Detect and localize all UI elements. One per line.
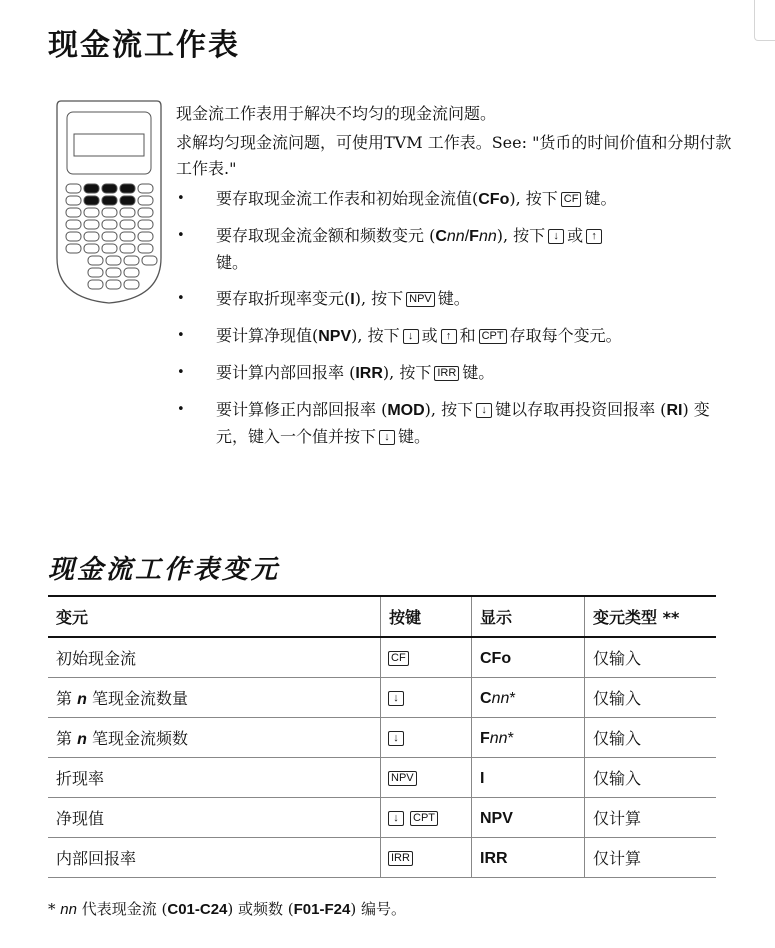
key-icon: NPV (388, 771, 417, 786)
npv-key-icon: NPV (406, 292, 435, 307)
display-cell: IRR (472, 838, 585, 878)
variable-cell: 第 n 笔现金流数量 (48, 678, 381, 718)
variables-table (48, 595, 716, 878)
calculator-key (84, 196, 99, 205)
section-title: 现金流工作表变元 (48, 555, 281, 585)
calculator-key (102, 220, 117, 229)
list-item: • 要存取折现率变元(I), 按下 NPV 键。 (176, 286, 736, 313)
calculator-key (66, 220, 81, 229)
calculator-key (102, 244, 117, 253)
type-cell: 仅输入 (585, 758, 717, 798)
type-cell: 仅计算 (585, 838, 717, 878)
cf-key-icon: CF (561, 192, 582, 207)
up-arrow-key-icon: ↑ (586, 229, 602, 244)
footnote: * nn 代表现金流 (C01-C24) 或频数 (F01-F24) 编号。 (48, 900, 406, 918)
calculator-key (102, 196, 117, 205)
calculator-key (88, 256, 103, 265)
keys-cell (381, 637, 472, 678)
list-item: • 要存取现金流工作表和初始现金流值(CFo), 按下 CF 键。 (176, 186, 736, 213)
calculator-key (66, 244, 81, 253)
calculator-key (124, 256, 139, 265)
calculator-key (66, 184, 81, 193)
keys-cell (381, 838, 472, 878)
column-header: 显示 (472, 596, 585, 637)
down-arrow-key-icon: ↓ (403, 329, 419, 344)
up-arrow-key-icon: ↑ (441, 329, 457, 344)
calculator-key (66, 208, 81, 217)
down-arrow-key-icon: ↓ (548, 229, 564, 244)
intro-paragraph-1: 现金流工作表用于解决不均匀的现金流问题。 (176, 104, 497, 123)
calculator-key (106, 256, 121, 265)
variable-cell: 净现值 (48, 798, 381, 838)
key-icon: ↓ (388, 691, 404, 706)
page-title: 现金流工作表 (48, 28, 240, 63)
calculator-key (84, 184, 99, 193)
table-row (48, 678, 716, 718)
instructions-list (176, 186, 736, 450)
type-cell: 仅输入 (585, 678, 717, 718)
list-item: • 要存取现金流金额和频数变元 (Cnn/Fnn), 按下 ↓ 或 ↑ 键。 (176, 223, 736, 276)
calculator-key (124, 268, 139, 277)
calculator-key (102, 232, 117, 241)
calculator-key (102, 184, 117, 193)
list-item: • 要计算内部回报率 (IRR), 按下 IRR 键。 (176, 360, 736, 387)
calculator-key (120, 184, 135, 193)
column-header: 变元 (48, 596, 381, 637)
calculator-key (120, 208, 135, 217)
display-cell: Fnn* (472, 718, 585, 758)
column-header: 按键 (381, 596, 472, 637)
calculator-key (106, 280, 121, 289)
table-row (48, 838, 716, 878)
table-body (48, 637, 716, 878)
calculator-key (84, 244, 99, 253)
calculator-key (138, 196, 153, 205)
list-item: • 要计算修正内部回报率 (MOD), 按下 ↓ 键以存取再投资回报率 (RI) 变元，键入一个值并按下 ↓ 键。 (176, 397, 736, 450)
down-arrow-key-icon: ↓ (476, 403, 492, 418)
keys-cell (381, 758, 472, 798)
variable-cell: 折现率 (48, 758, 381, 798)
calculator-key (102, 208, 117, 217)
calculator-key (84, 220, 99, 229)
calculator-key (84, 232, 99, 241)
calculator-key (142, 256, 157, 265)
table-row (48, 637, 716, 678)
variable-cell: 内部回报率 (48, 838, 381, 878)
calculator-key (124, 280, 139, 289)
calculator-key (138, 244, 153, 253)
calculator-key (66, 196, 81, 205)
variable-cell: 初始现金流 (48, 637, 381, 678)
key-icon: ↓ (388, 731, 404, 746)
calculator-key (120, 232, 135, 241)
display-cell: I (472, 758, 585, 798)
column-header: 变元类型 ** (585, 596, 717, 637)
keys-cell (381, 718, 472, 758)
calculator-key (88, 280, 103, 289)
calculator-key (138, 220, 153, 229)
variable-cell: 第 n 笔现金流频数 (48, 718, 381, 758)
calculator-key (120, 244, 135, 253)
intro-section (176, 101, 736, 460)
key-icon: CF (388, 651, 409, 666)
calculator-key (138, 208, 153, 217)
cpt-key-icon: CPT (479, 329, 507, 344)
calculator-key (106, 268, 121, 277)
intro-paragraph-2: 求解均匀现金流问题，可使用TVM 工作表。See: "货币的时间价值和分期付款工作表." (176, 133, 732, 178)
calculator-key (66, 232, 81, 241)
calculator-key (88, 268, 103, 277)
calculator-key (138, 232, 153, 241)
table-row (48, 718, 716, 758)
down-arrow-key-icon: ↓ (379, 430, 395, 445)
calculator-key (120, 220, 135, 229)
calculator-key (120, 196, 135, 205)
display-cell: CFo (472, 637, 585, 678)
type-cell: 仅输入 (585, 637, 717, 678)
key-icon: CPT (410, 811, 438, 826)
table-row (48, 798, 716, 838)
page-corner-tab (754, 0, 775, 41)
key-icon: ↓ (388, 811, 404, 826)
calculator-illustration (55, 98, 163, 306)
list-item: • 要计算净现值(NPV), 按下 ↓ 或 ↑ 和 CPT 存取每个变元。 (176, 323, 736, 350)
display-cell: NPV (472, 798, 585, 838)
type-cell: 仅计算 (585, 798, 717, 838)
table-row (48, 758, 716, 798)
irr-key-icon: IRR (434, 366, 459, 381)
calculator-key (84, 208, 99, 217)
type-cell: 仅输入 (585, 718, 717, 758)
table-header-row (48, 596, 716, 637)
calculator-key (138, 184, 153, 193)
keys-cell (381, 798, 472, 838)
display-cell: Cnn* (472, 678, 585, 718)
key-icon: IRR (388, 851, 413, 866)
keys-cell (381, 678, 472, 718)
